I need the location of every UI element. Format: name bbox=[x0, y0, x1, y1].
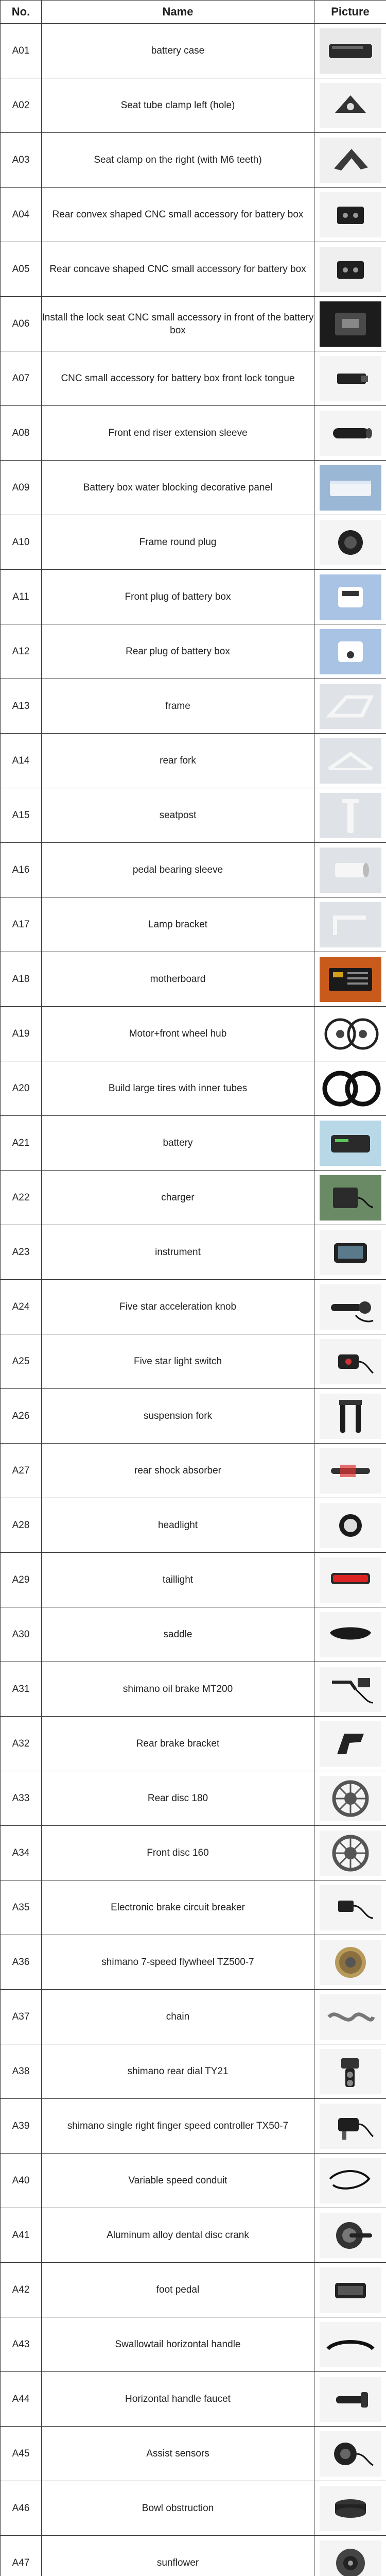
table-row bbox=[1, 1116, 386, 1171]
part-picture bbox=[314, 2481, 386, 2536]
table-row bbox=[1, 1607, 386, 1662]
part-picture bbox=[314, 2372, 386, 2427]
lock-tongue-icon bbox=[320, 355, 381, 402]
switch-icon bbox=[320, 1338, 381, 1385]
part-picture bbox=[314, 2263, 386, 2317]
part-name: Variable speed conduit bbox=[42, 2154, 314, 2208]
part-number: A44 bbox=[1, 2372, 42, 2427]
part-name: Assist sensors bbox=[42, 2427, 314, 2481]
taillight-icon bbox=[320, 1556, 381, 1604]
part-number: A01 bbox=[1, 24, 42, 78]
table-row bbox=[1, 1935, 386, 1990]
part-number: A45 bbox=[1, 2427, 42, 2481]
cnc-accessory-icon bbox=[320, 246, 381, 293]
part-name: Five star light switch bbox=[42, 1334, 314, 1389]
part-number: A16 bbox=[1, 843, 42, 897]
table-row bbox=[1, 570, 386, 624]
part-name: rear fork bbox=[42, 734, 314, 788]
table-row bbox=[1, 1444, 386, 1498]
part-number: A29 bbox=[1, 1553, 42, 1607]
table-row bbox=[1, 1334, 386, 1389]
table-row bbox=[1, 2044, 386, 2099]
derailleur-icon bbox=[320, 2048, 381, 2095]
part-picture bbox=[314, 242, 386, 297]
part-name: charger bbox=[42, 1171, 314, 1225]
part-picture bbox=[314, 461, 386, 515]
table-row bbox=[1, 2427, 386, 2481]
crank-icon bbox=[320, 2212, 381, 2259]
part-name: Rear convex shaped CNC small accessory for battery box bbox=[42, 188, 314, 242]
disc-icon bbox=[320, 1829, 381, 1877]
part-number: A21 bbox=[1, 1116, 42, 1171]
part-picture bbox=[314, 1880, 386, 1935]
part-number: A19 bbox=[1, 1007, 42, 1061]
tire-icon bbox=[320, 1065, 381, 1112]
part-number: A40 bbox=[1, 2154, 42, 2208]
table-row bbox=[1, 2481, 386, 2536]
part-name: Horizontal handle faucet bbox=[42, 2372, 314, 2427]
tube-clamp-icon bbox=[320, 82, 381, 129]
part-name: Seat tube clamp left (hole) bbox=[42, 78, 314, 133]
sleeve-icon bbox=[320, 410, 381, 457]
part-number: A20 bbox=[1, 1061, 42, 1116]
table-row bbox=[1, 1171, 386, 1225]
part-picture bbox=[314, 897, 386, 952]
header-no: No. bbox=[1, 1, 42, 24]
part-name: Rear brake bracket bbox=[42, 1717, 314, 1771]
part-name: Frame round plug bbox=[42, 515, 314, 570]
table-row bbox=[1, 351, 386, 406]
rear-plug-icon bbox=[320, 628, 381, 675]
part-number: A30 bbox=[1, 1607, 42, 1662]
part-name: pedal bearing sleeve bbox=[42, 843, 314, 897]
part-number: A33 bbox=[1, 1771, 42, 1826]
table-row bbox=[1, 2317, 386, 2372]
sunflower-icon bbox=[320, 2539, 381, 2576]
part-picture bbox=[314, 2208, 386, 2263]
part-name: Front plug of battery box bbox=[42, 570, 314, 624]
charger-icon bbox=[320, 1174, 381, 1222]
header-name: Name bbox=[42, 1, 314, 24]
part-picture bbox=[314, 1990, 386, 2044]
part-number: A38 bbox=[1, 2044, 42, 2099]
part-picture bbox=[314, 952, 386, 1007]
part-number: A17 bbox=[1, 897, 42, 952]
part-number: A05 bbox=[1, 242, 42, 297]
part-picture bbox=[314, 1717, 386, 1771]
table-row bbox=[1, 624, 386, 679]
table-row bbox=[1, 461, 386, 515]
part-number: A27 bbox=[1, 1444, 42, 1498]
headlight-icon bbox=[320, 1502, 381, 1549]
table-row bbox=[1, 133, 386, 188]
battery-case-icon bbox=[320, 27, 381, 75]
part-name: foot pedal bbox=[42, 2263, 314, 2317]
lamp-bracket-icon bbox=[320, 901, 381, 948]
part-number: A39 bbox=[1, 2099, 42, 2154]
shifter-icon bbox=[320, 2103, 381, 2150]
conduit-icon bbox=[320, 2157, 381, 2205]
part-picture bbox=[314, 1553, 386, 1607]
table-row bbox=[1, 2208, 386, 2263]
stem-icon bbox=[320, 2376, 381, 2423]
part-number: A22 bbox=[1, 1171, 42, 1225]
chain-icon bbox=[320, 1993, 381, 2041]
table-row bbox=[1, 1389, 386, 1444]
part-number: A23 bbox=[1, 1225, 42, 1280]
battery-icon bbox=[320, 1120, 381, 1167]
table-row bbox=[1, 843, 386, 897]
part-number: A42 bbox=[1, 2263, 42, 2317]
part-picture bbox=[314, 1771, 386, 1826]
part-name: Seat clamp on the right (with M6 teeth) bbox=[42, 133, 314, 188]
part-name: Electronic brake circuit breaker bbox=[42, 1880, 314, 1935]
table-row bbox=[1, 734, 386, 788]
part-name: Front end riser extension sleeve bbox=[42, 406, 314, 461]
part-picture bbox=[314, 1280, 386, 1334]
part-number: A07 bbox=[1, 351, 42, 406]
part-name: Lamp bracket bbox=[42, 897, 314, 952]
front-plug-icon bbox=[320, 573, 381, 621]
part-picture bbox=[314, 2099, 386, 2154]
header-picture: Picture bbox=[314, 1, 386, 24]
table-row bbox=[1, 2372, 386, 2427]
part-name: rear shock absorber bbox=[42, 1444, 314, 1498]
part-number: A28 bbox=[1, 1498, 42, 1553]
part-picture bbox=[314, 1444, 386, 1498]
part-picture bbox=[314, 1171, 386, 1225]
round-plug-icon bbox=[320, 519, 381, 566]
table-row bbox=[1, 78, 386, 133]
motherboard-icon bbox=[320, 956, 381, 1003]
part-name: CNC small accessory for battery box front lock tongue bbox=[42, 351, 314, 406]
table-row bbox=[1, 1061, 386, 1116]
part-picture bbox=[314, 2317, 386, 2372]
cnc-accessory-icon bbox=[320, 191, 381, 239]
brake-icon bbox=[320, 1666, 381, 1713]
part-name: headlight bbox=[42, 1498, 314, 1553]
table-row bbox=[1, 1990, 386, 2044]
part-picture bbox=[314, 1389, 386, 1444]
part-picture bbox=[314, 2536, 386, 2576]
part-name: motherboard bbox=[42, 952, 314, 1007]
part-picture bbox=[314, 1007, 386, 1061]
part-picture bbox=[314, 133, 386, 188]
part-picture bbox=[314, 188, 386, 242]
part-number: A41 bbox=[1, 2208, 42, 2263]
part-picture bbox=[314, 1935, 386, 1990]
wheel-hub-icon bbox=[320, 1010, 381, 1058]
part-number: A24 bbox=[1, 1280, 42, 1334]
shock-icon bbox=[320, 1447, 381, 1495]
parts-rows bbox=[1, 24, 386, 2576]
part-number: A03 bbox=[1, 133, 42, 188]
part-picture bbox=[314, 1662, 386, 1717]
table-row bbox=[1, 406, 386, 461]
table-row bbox=[1, 1498, 386, 1553]
part-name: Front disc 160 bbox=[42, 1826, 314, 1880]
part-picture bbox=[314, 78, 386, 133]
part-number: A47 bbox=[1, 2536, 42, 2576]
part-number: A15 bbox=[1, 788, 42, 843]
part-name: Rear plug of battery box bbox=[42, 624, 314, 679]
table-row bbox=[1, 1826, 386, 1880]
table-row bbox=[1, 242, 386, 297]
part-number: A32 bbox=[1, 1717, 42, 1771]
part-number: A18 bbox=[1, 952, 42, 1007]
part-picture bbox=[314, 1498, 386, 1553]
part-name: suspension fork bbox=[42, 1389, 314, 1444]
part-name: Five star acceleration knob bbox=[42, 1280, 314, 1334]
bowl-icon bbox=[320, 2485, 381, 2532]
part-name: shimano rear dial TY21 bbox=[42, 2044, 314, 2099]
part-picture bbox=[314, 734, 386, 788]
table-row bbox=[1, 788, 386, 843]
part-picture bbox=[314, 788, 386, 843]
part-name: seatpost bbox=[42, 788, 314, 843]
part-picture bbox=[314, 515, 386, 570]
rear-fork-icon bbox=[320, 737, 381, 785]
part-picture bbox=[314, 570, 386, 624]
lock-seat-icon bbox=[320, 300, 381, 348]
part-name: battery bbox=[42, 1116, 314, 1171]
part-name: Aluminum alloy dental disc crank bbox=[42, 2208, 314, 2263]
table-row bbox=[1, 1225, 386, 1280]
saddle-icon bbox=[320, 1611, 381, 1658]
seatpost-icon bbox=[320, 792, 381, 839]
table-row bbox=[1, 1771, 386, 1826]
part-number: A12 bbox=[1, 624, 42, 679]
part-name: Motor+front wheel hub bbox=[42, 1007, 314, 1061]
part-number: A09 bbox=[1, 461, 42, 515]
part-number: A25 bbox=[1, 1334, 42, 1389]
frame-icon bbox=[320, 683, 381, 730]
table-row bbox=[1, 2154, 386, 2208]
part-number: A14 bbox=[1, 734, 42, 788]
table-row bbox=[1, 1007, 386, 1061]
part-number: A02 bbox=[1, 78, 42, 133]
part-name: shimano single right finger speed controller TX50-7 bbox=[42, 2099, 314, 2154]
part-picture bbox=[314, 2154, 386, 2208]
table-row bbox=[1, 2099, 386, 2154]
part-picture bbox=[314, 679, 386, 734]
table-row bbox=[1, 1553, 386, 1607]
part-name: Swallowtail horizontal handle bbox=[42, 2317, 314, 2372]
part-name: saddle bbox=[42, 1607, 314, 1662]
part-name: sunflower bbox=[42, 2536, 314, 2576]
part-name: taillight bbox=[42, 1553, 314, 1607]
table-row bbox=[1, 1880, 386, 1935]
part-number: A31 bbox=[1, 1662, 42, 1717]
part-name: Battery box water blocking decorative panel bbox=[42, 461, 314, 515]
part-picture bbox=[314, 1225, 386, 1280]
table-row bbox=[1, 188, 386, 242]
part-number: A37 bbox=[1, 1990, 42, 2044]
part-number: A34 bbox=[1, 1826, 42, 1880]
part-picture bbox=[314, 406, 386, 461]
part-picture bbox=[314, 1826, 386, 1880]
part-picture bbox=[314, 351, 386, 406]
part-number: A36 bbox=[1, 1935, 42, 1990]
panel-icon bbox=[320, 464, 381, 512]
part-picture bbox=[314, 843, 386, 897]
part-number: A06 bbox=[1, 297, 42, 351]
part-name: shimano 7-speed flywheel TZ500-7 bbox=[42, 1935, 314, 1990]
header-row bbox=[1, 1, 386, 24]
part-picture bbox=[314, 1607, 386, 1662]
part-picture bbox=[314, 2044, 386, 2099]
part-name: instrument bbox=[42, 1225, 314, 1280]
fork-icon bbox=[320, 1393, 381, 1440]
knob-icon bbox=[320, 1283, 381, 1331]
table-row bbox=[1, 1280, 386, 1334]
table-row bbox=[1, 297, 386, 351]
table-row bbox=[1, 897, 386, 952]
table-row bbox=[1, 515, 386, 570]
table-row bbox=[1, 2536, 386, 2576]
part-number: A46 bbox=[1, 2481, 42, 2536]
disc-icon bbox=[320, 1775, 381, 1822]
part-picture bbox=[314, 2427, 386, 2481]
part-name: chain bbox=[42, 1990, 314, 2044]
instrument-icon bbox=[320, 1229, 381, 1276]
part-picture bbox=[314, 1061, 386, 1116]
table-row bbox=[1, 679, 386, 734]
sensor-icon bbox=[320, 2430, 381, 2478]
flywheel-icon bbox=[320, 1939, 381, 1986]
part-name: frame bbox=[42, 679, 314, 734]
part-name: Bowl obstruction bbox=[42, 2481, 314, 2536]
part-name: Rear concave shaped CNC small accessory for battery box bbox=[42, 242, 314, 297]
pedal-icon bbox=[320, 2266, 381, 2314]
part-number: A10 bbox=[1, 515, 42, 570]
table-row bbox=[1, 952, 386, 1007]
breaker-icon bbox=[320, 1884, 381, 1931]
table-row bbox=[1, 2263, 386, 2317]
part-name: battery case bbox=[42, 24, 314, 78]
brake-bracket-icon bbox=[320, 1720, 381, 1768]
part-picture bbox=[314, 24, 386, 78]
part-number: A13 bbox=[1, 679, 42, 734]
part-picture bbox=[314, 1116, 386, 1171]
part-number: A04 bbox=[1, 188, 42, 242]
part-picture bbox=[314, 297, 386, 351]
part-number: A11 bbox=[1, 570, 42, 624]
part-name: shimano oil brake MT200 bbox=[42, 1662, 314, 1717]
part-number: A35 bbox=[1, 1880, 42, 1935]
table-row bbox=[1, 1717, 386, 1771]
part-number: A26 bbox=[1, 1389, 42, 1444]
seat-clamp-icon bbox=[320, 137, 381, 184]
part-name: Rear disc 180 bbox=[42, 1771, 314, 1826]
table-row bbox=[1, 24, 386, 78]
part-name: Install the lock seat CNC small accessory in front of the battery box bbox=[42, 297, 314, 351]
part-name: Build large tires with inner tubes bbox=[42, 1061, 314, 1116]
handlebar-icon bbox=[320, 2321, 381, 2368]
part-picture bbox=[314, 1334, 386, 1389]
part-number: A43 bbox=[1, 2317, 42, 2372]
part-picture bbox=[314, 624, 386, 679]
bearing-sleeve-icon bbox=[320, 846, 381, 894]
table-row bbox=[1, 1662, 386, 1717]
part-number: A08 bbox=[1, 406, 42, 461]
